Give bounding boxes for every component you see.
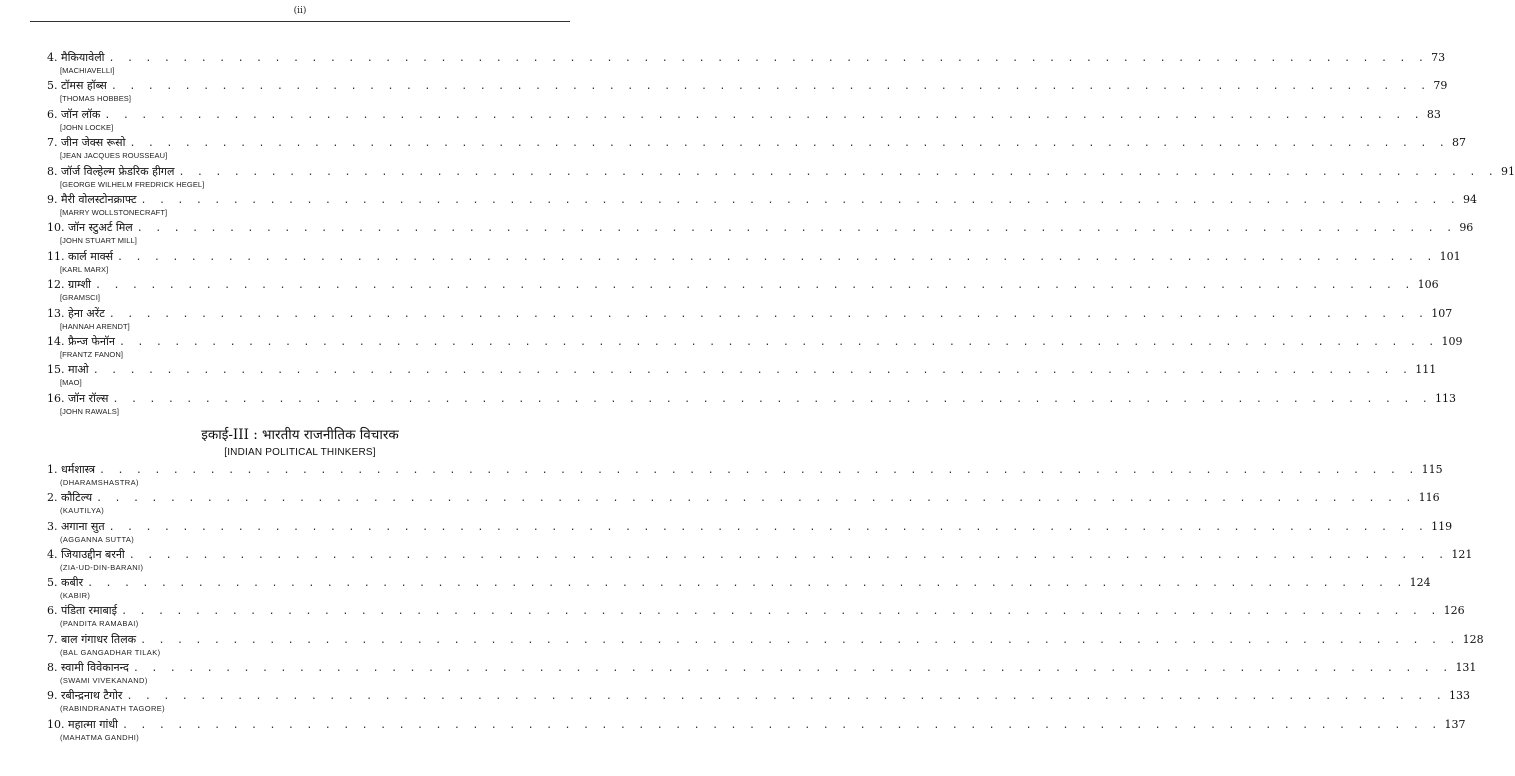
entry-subtitle: (KABIR)	[60, 591, 91, 601]
entry-page: 126	[1443, 604, 1465, 618]
entry-title: कौटिल्य	[61, 491, 93, 505]
entry-number: 1.	[47, 463, 58, 476]
entry-number: 3.	[47, 519, 58, 533]
entry-title: फ्रैन्ज फेनॉन	[68, 334, 115, 348]
dot-leader: . . . . . . . . . . . . . . . . . . . . . . . . . . . . . . . . . . . . . . . . . . . . . . . . . . . . . . . . . . . . . . . . . . . . . . . .	[95, 280, 1414, 292]
entry-subtitle: [MARRY WOLLSTONECRAFT]	[60, 207, 168, 217]
toc-entry[interactable]	[47, 603, 1465, 631]
entry-subtitle: [JOHN LOCKE]	[60, 122, 114, 132]
entry-title: जॉन रॉल्स	[68, 391, 109, 405]
entry-number: 16.	[47, 391, 65, 405]
toc-entry[interactable]	[47, 277, 1439, 305]
toc-entry[interactable]	[47, 249, 1461, 277]
entry-title: जियाउद्दीन बरनी	[61, 547, 125, 561]
entry-title: जॉन लॉक	[61, 107, 101, 121]
unit-subtitle: [INDIAN POLITICAL THINKERS]	[224, 447, 376, 458]
toc-entry[interactable]	[47, 50, 1446, 78]
entry-page: 111	[1415, 363, 1437, 377]
entry-title: मैरी वोलस्टोनक्राफ्ट	[61, 192, 137, 206]
entry-subtitle: (AGGANNA SUTTA)	[60, 534, 135, 544]
toc-entry[interactable]	[47, 632, 1484, 660]
entry-number: 7.	[47, 136, 58, 150]
entry-title: मैकियावेली	[61, 51, 105, 64]
toc-entry[interactable]	[47, 334, 1463, 362]
page-number: (ii)	[293, 6, 307, 16]
entry-subtitle: [MACHIAVELLI]	[60, 66, 115, 75]
entry-number: 4.	[47, 547, 58, 561]
entry-page: 96	[1459, 221, 1474, 235]
entry-number: 9.	[47, 689, 58, 703]
entry-page: 107	[1431, 306, 1453, 320]
entry-number: 2.	[47, 491, 58, 505]
unit-heading	[0, 426, 600, 460]
entry-title: बाल गंगाधर तिलक	[61, 632, 137, 646]
entry-page: 137	[1444, 717, 1466, 731]
entry-subtitle: [THOMAS HOBBES]	[60, 94, 132, 104]
toc-entry[interactable]	[47, 688, 1470, 716]
entry-page: 121	[1451, 547, 1473, 561]
entry-number: 10.	[47, 221, 65, 235]
toc-list-unit2	[47, 50, 1515, 419]
dot-leader: . . . . . . . . . . . . . . . . . . . . . . . . . . . . . . . . . . . . . . . . . . . . . . . . . . . . . . . . . . . . . . . . . . . . . . . .	[108, 521, 1428, 533]
entry-subtitle: [HANNAH ARENDT]	[60, 321, 130, 331]
entry-page: 91	[1501, 164, 1515, 178]
dot-leader: . . . . . . . . . . . . . . . . . . . . . . . . . . . . . . . . . . . . . . . . . . . . . . . . . . . . . . . . . . . . . . . . . . . . . . . .	[128, 549, 1448, 561]
dot-leader: . . . . . . . . . . . . . . . . . . . . . . . . . . . . . . . . . . . . . . . . . . . . . . . . . . . . . . . . . . . . . . . . . . . . . . . .	[112, 393, 1432, 405]
entry-number: 14.	[47, 334, 65, 348]
dot-leader: . . . . . . . . . . . . . . . . . . . . . . . . . . . . . . . . . . . . . . . . . . . . . . . . . . . . . . . . . . . . . . . . . . . . . . . .	[136, 223, 1456, 235]
entry-page: 128	[1462, 632, 1484, 646]
entry-title: जॉर्ज विल्हेल्म फ्रेडरिक हीगल	[61, 164, 175, 178]
entry-number: 11.	[47, 249, 65, 263]
entry-subtitle: [JOHN STUART MILL]	[60, 236, 137, 246]
entry-title: हेना अरेंट	[68, 306, 105, 320]
entry-title: कार्ल मार्क्स	[68, 249, 114, 263]
dot-leader: . . . . . . . . . . . . . . . . . . . . . . . . . . . . . . . . . . . . . . . . . . . . . . . . . . . . . . . . . . . . . . . . . . . . . . . .	[132, 663, 1452, 675]
entry-title: धर्मशास्त्र	[61, 463, 96, 476]
entry-page: 101	[1439, 249, 1461, 263]
toc-entry[interactable]	[47, 135, 1467, 163]
dot-leader: . . . . . . . . . . . . . . . . . . . . . . . . . . . . . . . . . . . . . . . . . . . . . . . . . . . . . . . . . . . . . . . . . . . . . . . .	[96, 493, 1415, 505]
entry-subtitle: [MAO]	[60, 378, 82, 388]
dot-leader: . . . . . . . . . . . . . . . . . . . . . . . . . . . . . . . . . . . . . . . . . . . . . . . . . . . . . . . . . . . . . . . . . . . . . . . .	[129, 138, 1449, 150]
entry-title: पंडिता रमाबाई	[61, 604, 118, 618]
toc-entry[interactable]	[47, 192, 1478, 220]
entry-number: 6.	[47, 107, 58, 121]
dot-leader: . . . . . . . . . . . . . . . . . . . . . . . . . . . . . . . . . . . . . . . . . . . . . . . . . . . . . . . . . . . . . . . . . . . . . . . .	[118, 336, 1438, 348]
dot-leader: . . . . . . . . . . . . . . . . . . . . . . . . . . . . . . . . . . . . . . . . . . . . . . . . . . . . . . . . . . . . . . . . . . . . . . . .	[140, 194, 1460, 206]
entry-title: कबीर	[61, 576, 84, 590]
entry-number: 5.	[47, 79, 58, 93]
toc-entry[interactable]	[47, 391, 1457, 419]
entry-subtitle: [FRANTZ FANON]	[60, 349, 124, 359]
entry-subtitle: (MAHATMA GANDHI)	[60, 732, 140, 742]
dot-leader: . . . . . . . . . . . . . . . . . . . . . . . . . . . . . . . . . . . . . . . . . . . . . . . . . . . . . . . . . . . . . . . . . . . . . . . .	[108, 308, 1428, 320]
dot-leader: . . . . . . . . . . . . . . . . . . . . . . . . . . . . . . . . . . . . . . . . . . . . . . . . . . . . . . . . . . . . . . . . . . . . . . . .	[87, 578, 1406, 590]
entry-page: 133	[1448, 689, 1470, 703]
toc-entry[interactable]	[47, 107, 1441, 135]
toc-entry[interactable]	[47, 220, 1474, 248]
dot-leader: . . . . . . . . . . . . . . . . . . . . . . . . . . . . . . . . . . . . . . . . . . . . . . . . . . . . . . . . . . . . . . . . . . . . . . . .	[108, 53, 1428, 64]
dot-leader: . . . . . . . . . . . . . . . . . . . . . . . . . . . . . . . . . . . . . . . . . . . . . . . . . . . . . . . . . . . . . . . . . . . . . . . .	[121, 719, 1441, 731]
entry-title: जीन जेक्स रूसो	[61, 136, 126, 150]
entry-page: 73	[1431, 51, 1446, 64]
toc-entry[interactable]	[47, 660, 1477, 688]
toc-entry[interactable]	[47, 462, 1443, 490]
entry-subtitle: (ZIA-UD-DIN-BARANI)	[60, 562, 144, 572]
entry-subtitle: (KAUTILYA)	[60, 506, 105, 516]
entry-subtitle: [GRAMSCI]	[60, 293, 101, 303]
toc-list-unit3	[47, 462, 1484, 745]
entry-number: 4.	[47, 51, 58, 64]
entry-page: 79	[1433, 79, 1448, 93]
entry-subtitle: (SWAMI VIVEKANAND)	[60, 676, 148, 686]
entry-number: 13.	[47, 306, 65, 320]
dot-leader: . . . . . . . . . . . . . . . . . . . . . . . . . . . . . . . . . . . . . . . . . . . . . . . . . . . . . . . . . . . . . . . . . . . . . . . .	[99, 465, 1418, 476]
entry-title: टॉमस हॉब्स	[61, 79, 107, 93]
entry-page: 94	[1463, 192, 1478, 206]
entry-subtitle: (BAL GANGADHAR TILAK)	[60, 647, 161, 657]
entry-page: 83	[1426, 107, 1441, 121]
entry-number: 12.	[47, 278, 65, 292]
entry-title: रबीन्द्रनाथ टैगोर	[61, 689, 123, 703]
toc-entry[interactable]	[47, 519, 1453, 547]
dot-leader: . . . . . . . . . . . . . . . . . . . . . . . . . . . . . . . . . . . . . . . . . . . . . . . . . . . . . . . . . . . . . . . . . . . . . . . .	[110, 81, 1430, 93]
dot-leader: . . . . . . . . . . . . . . . . . . . . . . . . . . . . . . . . . . . . . . . . . . . . . . . . . . . . . . . . . . . . . . . . . . . . . . . .	[140, 634, 1459, 646]
dot-leader: . . . . . . . . . . . . . . . . . . . . . . . . . . . . . . . . . . . . . . . . . . . . . . . . . . . . . . . . . . . . . . . . . . . . . . . .	[126, 691, 1445, 703]
entry-number: 7.	[47, 632, 58, 646]
dot-leader: . . . . . . . . . . . . . . . . . . . . . . . . . . . . . . . . . . . . . . . . . . . . . . . . . . . . . . . . . . . . . . . . . . . . . . . .	[117, 251, 1436, 263]
header-rule	[30, 21, 570, 22]
entry-number: 8.	[47, 661, 58, 675]
entry-subtitle: [JOHN RAWALS]	[60, 406, 120, 416]
entry-subtitle: (DHARAMSHASTRA)	[60, 478, 139, 487]
toc-entry[interactable]	[47, 78, 1448, 106]
dot-leader: . . . . . . . . . . . . . . . . . . . . . . . . . . . . . . . . . . . . . . . . . . . . . . . . . . . . . . . . . . . . . . . . . . . . . . . .	[92, 365, 1412, 377]
entry-number: 6.	[47, 604, 58, 618]
entry-title: महात्मा गांधी	[68, 717, 118, 731]
entry-title: स्वामी विवेकानन्द	[61, 661, 129, 675]
entry-page: 106	[1417, 278, 1439, 292]
dot-leader: . . . . . . . . . . . . . . . . . . . . . . . . . . . . . . . . . . . . . . . . . . . . . . . . . . . . . . . . . . . . . . . . . . . . . . . .	[121, 606, 1440, 618]
entry-number: 15.	[47, 363, 65, 377]
toc-entry[interactable]	[47, 164, 1515, 192]
dot-leader: . . . . . . . . . . . . . . . . . . . . . . . . . . . . . . . . . . . . . . . . . . . . . . . . . . . . . . . . . . . . . . . . . . . . . . . .	[178, 166, 1498, 178]
entry-page: 131	[1455, 661, 1477, 675]
entry-subtitle: (RABINDRANATH TAGORE)	[60, 704, 166, 714]
entry-page: 113	[1435, 391, 1457, 405]
toc-entry[interactable]	[47, 362, 1437, 390]
toc-entry[interactable]	[47, 547, 1473, 575]
dot-leader: . . . . . . . . . . . . . . . . . . . . . . . . . . . . . . . . . . . . . . . . . . . . . . . . . . . . . . . . . . . . . . . . . . . . . . . .	[104, 109, 1423, 121]
entry-number: 5.	[47, 576, 58, 590]
entry-page: 109	[1441, 334, 1463, 348]
toc-entry[interactable]	[47, 717, 1466, 745]
entry-page: 124	[1409, 576, 1431, 590]
entry-number: 8.	[47, 164, 58, 178]
toc-entry[interactable]	[47, 575, 1431, 603]
entry-subtitle: [GEORGE WILHELM FREDRICK HEGEL]	[60, 179, 205, 189]
toc-entry[interactable]	[47, 306, 1453, 334]
entry-title: अगाना सुत	[61, 519, 105, 533]
entry-page: 87	[1452, 136, 1467, 150]
entry-number: 10.	[47, 717, 65, 731]
entry-page: 119	[1431, 519, 1453, 533]
entry-title: माओ	[68, 363, 89, 377]
entry-subtitle: (PANDITA RAMABAI)	[60, 619, 139, 629]
toc-entry[interactable]	[47, 490, 1440, 518]
entry-title: जॉन स्टुअर्ट मिल	[68, 221, 133, 235]
entry-page: 115	[1421, 463, 1443, 476]
entry-subtitle: [KARL MARX]	[60, 264, 109, 274]
entry-page: 116	[1418, 491, 1440, 505]
entry-subtitle: [JEAN JACQUES ROUSSEAU]	[60, 151, 168, 161]
entry-title: ग्राम्शी	[68, 278, 92, 292]
unit-title: इकाई-III : भारतीय राजनीतिक विचारक	[201, 427, 399, 443]
entry-number: 9.	[47, 192, 58, 206]
